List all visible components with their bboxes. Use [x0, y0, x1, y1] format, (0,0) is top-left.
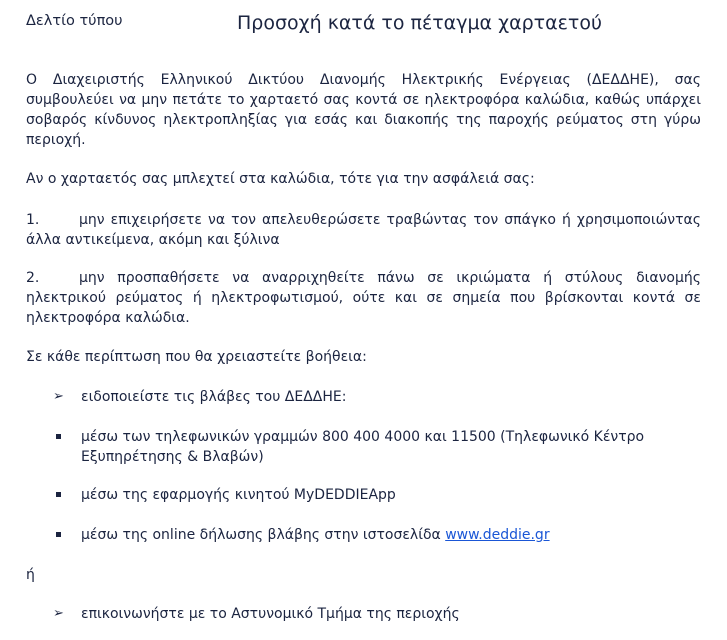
- numbered-item-text: μην προσπαθήσετε να αναρριχηθείτε πάνω σε ικριώματα ή στύλους διανομής ηλεκτρικού ρεύματος ή ηλεκτροφωτισμού, ούτε και σε σημεία που βρίσκονται κοντά σε ηλεκτροφόρα καλώδια.: [26, 270, 701, 326]
- channel-phone-text: μέσω των τηλεφωνικών γραμμών 800 400 4000 και 11500 (Τηλεφωνικό Κέντρο Εξυπηρέτησης & Βλαβών): [81, 429, 645, 465]
- channel-online-text: [81, 525, 701, 545]
- police-item: [53, 604, 701, 624]
- arrow-bullet-icon: ➢: [53, 606, 64, 621]
- numbered-item-number: 1.: [26, 212, 40, 228]
- channel-app-text: μέσω της εφαρμογής κινητού MyDEDDIEApp: [81, 487, 396, 503]
- help-intro-paragraph: Σε κάθε περίπτωση που θα χρειαστείτε βοήθεια:: [26, 349, 367, 365]
- intro-paragraph: Ο Διαχειριστής Ελληνικού Δικτύου Διανομής Ηλεκτρικής Ενέργειας (ΔΕΔΔΗΕ), σας συμβουλεύει να μην πετάτε το χαρταετό σας κοντά σε ηλεκτροφόρα καλώδια, καθώς υπάρχει σοβαρός κίνδυνος ηλεκτροπληξίας για εσάς και διακοπής της παροχής ρεύματος στη γύρω περιοχή.: [26, 72, 701, 148]
- or-separator: ή: [26, 567, 35, 583]
- tangled-intro-paragraph: Αν ο χαρταετός σας μπλεχτεί στα καλώδια, τότε για την ασφάλειά σας:: [26, 171, 535, 187]
- channel-item-phone: [53, 427, 701, 467]
- police-text: επικοινωνήστε με το Αστυνομικό Τμήμα της περιοχής: [81, 606, 460, 622]
- square-bullet-icon: [56, 492, 61, 497]
- numbered-item-1: [26, 210, 701, 250]
- numbered-item-text: μην επιχειρήσετε να τον απελευθερώσετε τραβώντας τον σπάγκο ή χρησιμοποιώντας άλλα αντικείμενα, ακόμη και ξύλινα: [26, 212, 701, 248]
- notify-text: ειδοποιείστε τις βλάβες του ΔΕΔΔΗΕ:: [81, 389, 347, 405]
- deddie-website-link[interactable]: www.deddie.gr: [445, 527, 550, 543]
- channel-item-app: [53, 485, 701, 505]
- notify-item: [53, 387, 701, 407]
- arrow-bullet-icon: ➢: [53, 389, 64, 404]
- numbered-item-number: 2.: [26, 270, 40, 286]
- channel-online-prefix: μέσω της online δήλωσης βλάβης στην ιστοσελίδα: [81, 527, 446, 543]
- channel-item-online: [53, 525, 701, 545]
- square-bullet-icon: [56, 532, 61, 537]
- document-type-label: Δελτίο τύπου: [26, 13, 123, 29]
- page-title: Προσοχή κατά το πέταγμα χαρταετού: [237, 12, 602, 34]
- numbered-item-2: [26, 268, 701, 328]
- square-bullet-icon: [56, 434, 61, 439]
